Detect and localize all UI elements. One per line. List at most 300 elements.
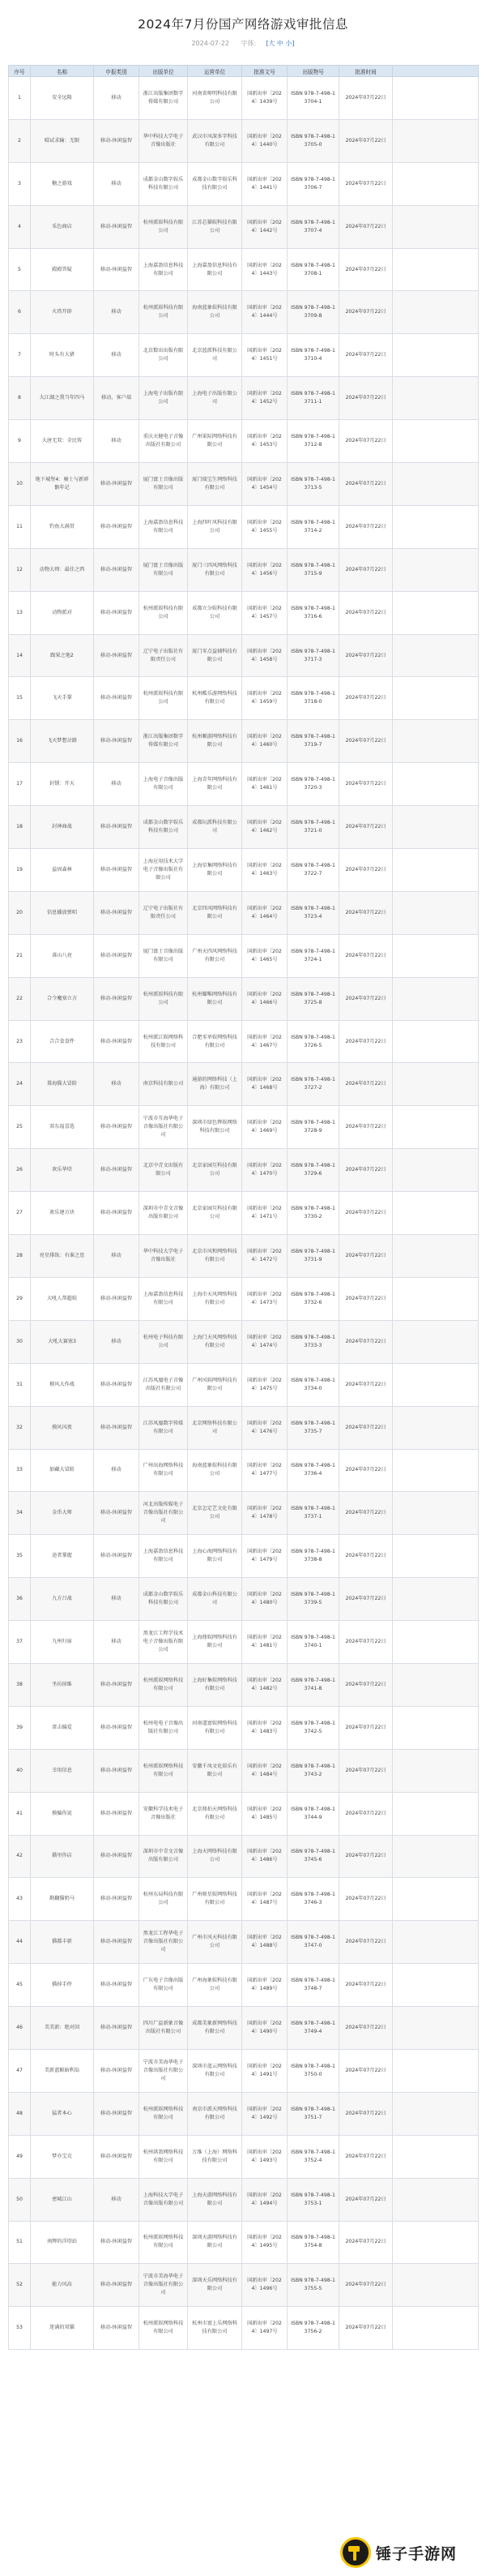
empty-cell — [393, 591, 479, 634]
isbn-cell: ISBN 978-7-498-13741-8 — [288, 1663, 339, 1706]
empty-cell — [393, 334, 479, 377]
isbn-cell: ISBN 978-7-498-13733-3 — [288, 1320, 339, 1363]
row-number-cell: 26 — [9, 1149, 31, 1192]
operator-cell: 北京怎定艺文化有限公司 — [188, 1492, 242, 1535]
empty-cell — [393, 1149, 479, 1192]
isbn-cell: ISBN 978-7-498-13731-9 — [288, 1235, 339, 1278]
operator-cell: 北京市风和网络科技有限公司 — [188, 1235, 242, 1278]
row-number-cell: 35 — [9, 1535, 31, 1578]
table-row — [9, 162, 479, 205]
approval-number-cell: 国新出审〔2024〕1475号 — [242, 1363, 288, 1406]
game-name-cell: 美美新：绝对回 — [31, 2007, 94, 2050]
empty-cell — [393, 1878, 479, 1921]
game-name-cell: 摸风大作战 — [31, 1363, 94, 1406]
operator-cell: 河南省师明科技有限公司 — [188, 77, 242, 120]
game-name-cell: 勘翻猫奶马 — [31, 1878, 94, 1921]
empty-cell — [393, 634, 479, 677]
category-cell: 移动-休闲益智 — [94, 1020, 139, 1063]
game-name-cell: 坐坊掉维 — [31, 1663, 94, 1706]
category-cell: 移动-休闲益智 — [94, 1878, 139, 1921]
category-cell: 移动-休闲益智 — [94, 2264, 139, 2307]
row-number-cell: 5 — [9, 248, 31, 291]
site-watermark — [340, 2535, 482, 2570]
game-name-cell: 南辉的洋塔站 — [31, 2221, 94, 2264]
category-cell: 移动 — [94, 1449, 139, 1492]
game-name-cell: 雷击偏爱 — [31, 1706, 94, 1749]
isbn-cell: ISBN 978-7-498-13735-7 — [288, 1406, 339, 1449]
category-cell: 移动-休闲益智 — [94, 119, 139, 162]
approval-number-cell: 国新出审〔2024〕1466号 — [242, 977, 288, 1020]
game-name-cell: 猫里你店 — [31, 1835, 94, 1878]
publisher-cell: 四川广益新象音像出版社有限公司 — [139, 2007, 188, 2050]
game-name-cell: 采色商店 — [31, 205, 94, 248]
approval-number-cell: 国新出审〔2024〕1464号 — [242, 891, 288, 934]
game-name-cell: 飞天手掌 — [31, 677, 94, 720]
publisher-cell: 厦门富士音像出版有限公司 — [139, 934, 188, 977]
row-number-cell: 42 — [9, 1835, 31, 1878]
isbn-cell: ISBN 978-7-498-13704-1 — [288, 77, 339, 120]
table-row — [9, 2049, 479, 2092]
table-row — [9, 977, 479, 1020]
isbn-cell: ISBN 978-7-498-13717-3 — [288, 634, 339, 677]
approval-date-cell: 2024年07月22日 — [339, 377, 393, 420]
table-row — [9, 1363, 479, 1406]
row-number-cell: 44 — [9, 1921, 31, 1964]
category-cell: 移动-休闲益智 — [94, 977, 139, 1020]
game-name-cell: 能力风高 — [31, 2264, 94, 2307]
approval-number-cell: 国新出审〔2024〕1493号 — [242, 2135, 288, 2178]
publisher-cell: 杭州派娱科技有限公司 — [139, 591, 188, 634]
isbn-cell: ISBN 978-7-498-13736-4 — [288, 1449, 339, 1492]
game-name-cell: 密城江山 — [31, 2178, 94, 2221]
approval-number-cell: 国新出审〔2024〕1440号 — [242, 119, 288, 162]
approval-number-cell: 国新出审〔2024〕1444号 — [242, 291, 288, 334]
approval-number-cell: 国新出审〔2024〕1483号 — [242, 1706, 288, 1749]
row-number-cell: 22 — [9, 977, 31, 1020]
row-number-cell: 24 — [9, 1063, 31, 1106]
publisher-cell: 华中科技大学电子音像出版社 — [139, 1235, 188, 1278]
operator-cell: 广州风娱网络科技有限公司 — [188, 1363, 242, 1406]
approval-date-cell: 2024年07月22日 — [339, 677, 393, 720]
approval-date-cell: 2024年07月22日 — [339, 1964, 393, 2007]
table-row — [9, 1149, 479, 1192]
table-row — [9, 2307, 479, 2350]
game-name-cell: 金币大师 — [31, 1492, 94, 1535]
category-cell: 移动-休闲益智 — [94, 2307, 139, 2350]
category-cell: 移动、客户端 — [94, 377, 139, 420]
publisher-cell: 深圳市中青文音像出版有限公司 — [139, 1192, 188, 1235]
operator-cell: 上海电子出版有限公司 — [188, 377, 242, 420]
approval-number-cell: 国新出审〔2024〕1468号 — [242, 1063, 288, 1106]
isbn-cell: ISBN 978-7-498-13738-8 — [288, 1535, 339, 1578]
approval-date-cell: 2024年07月22日 — [339, 1535, 393, 1578]
row-number-cell: 9 — [9, 420, 31, 463]
row-number-cell: 34 — [9, 1492, 31, 1535]
approval-date-cell: 2024年07月22日 — [339, 1706, 393, 1749]
empty-cell — [393, 2092, 479, 2135]
isbn-cell: ISBN 978-7-498-13710-4 — [288, 334, 339, 377]
category-cell: 移动 — [94, 1235, 139, 1278]
approval-number-cell: 国新出审〔2024〕1477号 — [242, 1449, 288, 1492]
isbn-cell: ISBN 978-7-498-13745-6 — [288, 1835, 339, 1878]
approval-number-cell: 国新出审〔2024〕1457号 — [242, 591, 288, 634]
article-meta — [0, 39, 486, 48]
row-number-cell: 52 — [9, 2264, 31, 2307]
empty-cell — [393, 2178, 479, 2221]
approval-number-cell: 国新出审〔2024〕1452号 — [242, 377, 288, 420]
operator-cell: 北京蓝派科技有限公司 — [188, 334, 242, 377]
category-cell: 移动-休闲益智 — [94, 677, 139, 720]
isbn-cell: ISBN 978-7-498-13711-1 — [288, 377, 339, 420]
publish-date: 2024-07-22 — [191, 40, 229, 47]
category-cell: 移动-休闲益智 — [94, 1835, 139, 1878]
publisher-cell: 广州出海网络科技有限公司 — [139, 1449, 188, 1492]
publisher-cell: 杭州派娱科技有限公司 — [139, 677, 188, 720]
table-row — [9, 248, 479, 291]
publisher-cell: 浙江出版集团数字传媒有限公司 — [139, 720, 188, 763]
empty-cell — [393, 1535, 479, 1578]
table-row — [9, 1706, 479, 1749]
font-label: 字体: — [241, 40, 257, 47]
isbn-cell: ISBN 978-7-498-13724-1 — [288, 934, 339, 977]
approval-date-cell: 2024年07月22日 — [339, 205, 393, 248]
isbn-cell: ISBN 978-7-498-13714-2 — [288, 505, 339, 548]
operator-cell: 厦门零点益辅科技有限公司 — [188, 634, 242, 677]
approval-date-cell: 2024年07月22日 — [339, 1878, 393, 1921]
publisher-cell: 上海嘉盈信息科技有限公司 — [139, 248, 188, 291]
operator-cell: 北京家园互科技有限公司 — [188, 1192, 242, 1235]
publisher-cell: 杭州派娱网络科技有限公司 — [139, 1663, 188, 1706]
category-cell: 移动 — [94, 1621, 139, 1664]
approval-number-cell: 国新出审〔2024〕1491号 — [242, 2049, 288, 2092]
row-number-cell: 53 — [9, 2307, 31, 2350]
approval-date-cell: 2024年07月22日 — [339, 1106, 393, 1149]
operator-cell: 广州海象娱科技有限公司 — [188, 1964, 242, 2007]
approval-number-cell: 国新出审〔2024〕1470号 — [242, 1149, 288, 1192]
approval-number-cell: 国新出审〔2024〕1474号 — [242, 1320, 288, 1363]
table-header-row — [9, 66, 479, 77]
approval-date-cell: 2024年07月22日 — [339, 1277, 393, 1320]
game-name-cell: 动物大师：最佳之西 — [31, 548, 94, 591]
game-name-cell: 动物派对 — [31, 591, 94, 634]
approval-date-cell: 2024年07月22日 — [339, 291, 393, 334]
operator-cell: 河南道富娱网络科技有限公司 — [188, 1706, 242, 1749]
operator-cell: 北京鼎拍天网络科技有限公司 — [188, 1792, 242, 1835]
empty-cell — [393, 1363, 479, 1406]
table-row — [9, 548, 479, 591]
game-name-cell: 安全远隆 — [31, 77, 94, 120]
approval-date-cell: 2024年07月22日 — [339, 548, 393, 591]
approval-number-cell: 国新出审〔2024〕1451号 — [242, 334, 288, 377]
approval-number-cell: 国新出审〔2024〕1497号 — [242, 2307, 288, 2350]
operator-cell: 上海青年网络科技有限公司 — [188, 763, 242, 806]
game-name-cell: 迷满的双猫 — [31, 2307, 94, 2350]
approval-date-cell: 2024年07月22日 — [339, 1235, 393, 1278]
operator-cell: 广州原星娱网络科技有限公司 — [188, 1878, 242, 1921]
operator-cell: 杭州酷乐游网络科技有限公司 — [188, 677, 242, 720]
operator-cell: 成都金山数字娱乐科技有限公司 — [188, 162, 242, 205]
approval-number-cell: 国新出审〔2024〕1463号 — [242, 849, 288, 892]
approval-date-cell: 2024年07月22日 — [339, 1020, 393, 1063]
operator-cell: 海南蓝象娱科技有限公司 — [188, 1449, 242, 1492]
watermark-text: 锤子手游网 — [376, 2544, 458, 2563]
game-name-cell: 殿殿答疑 — [31, 248, 94, 291]
approval-date-cell: 2024年07月22日 — [339, 2092, 393, 2135]
approval-number-cell: 国新出审〔2024〕1481号 — [242, 1621, 288, 1664]
operator-cell: 厦门瑞宝生网络科技有限公司 — [188, 463, 242, 506]
approval-date-cell: 2024年07月22日 — [339, 720, 393, 763]
table-row — [9, 1020, 479, 1063]
table-row — [9, 2007, 479, 2050]
operator-cell: 上海四叶风科技有限公司 — [188, 505, 242, 548]
isbn-cell: ISBN 978-7-498-13740-1 — [288, 1621, 339, 1664]
approval-number-cell: 国新出审〔2024〕1495号 — [242, 2221, 288, 2264]
isbn-cell: ISBN 978-7-498-13722-7 — [288, 849, 339, 892]
publisher-cell: 深圳市中青文音像出版有限公司 — [139, 1835, 188, 1878]
table-row — [9, 2264, 479, 2307]
game-name-cell: 益固森林 — [31, 849, 94, 892]
isbn-cell: ISBN 978-7-498-13728-9 — [288, 1106, 339, 1149]
table-row — [9, 2178, 479, 2221]
row-number-cell: 40 — [9, 1749, 31, 1792]
publisher-cell: 杭州派江娱网络科技有限公司 — [139, 1020, 188, 1063]
game-name-cell: 幕海猫大冒险 — [31, 1063, 94, 1106]
publisher-cell: 成都金山数字娱乐科技有限公司 — [139, 162, 188, 205]
category-cell: 移动-休闲益智 — [94, 891, 139, 934]
approval-table-container — [8, 65, 478, 2350]
operator-cell: 安徽千凤文化娱乐有限公司 — [188, 1749, 242, 1792]
publisher-cell: 上海电子出版有限公司 — [139, 377, 188, 420]
table-row — [9, 806, 479, 849]
isbn-cell: ISBN 978-7-498-13751-7 — [288, 2092, 339, 2135]
row-number-cell: 15 — [9, 677, 31, 720]
publisher-cell: 上海嘉盈信息科技有限公司 — [139, 1535, 188, 1578]
approval-date-cell: 2024年07月22日 — [339, 934, 393, 977]
table-row — [9, 2092, 479, 2135]
approval-number-cell: 国新出审〔2024〕1462号 — [242, 806, 288, 849]
isbn-cell: ISBN 978-7-498-13755-5 — [288, 2264, 339, 2307]
publisher-cell: 上海科技大学电子音像出版有限公司 — [139, 2178, 188, 2221]
table-row — [9, 677, 479, 720]
approval-number-cell: 国新出审〔2024〕1489号 — [242, 1964, 288, 2007]
category-cell: 移动-休闲益智 — [94, 1749, 139, 1792]
row-number-cell: 37 — [9, 1621, 31, 1664]
row-number-cell: 51 — [9, 2221, 31, 2264]
row-number-cell: 39 — [9, 1706, 31, 1749]
empty-cell — [393, 806, 479, 849]
table-row — [9, 420, 479, 463]
approval-date-cell: 2024年07月22日 — [339, 463, 393, 506]
operator-cell: 深圳天乐网络科技有限公司 — [188, 2264, 242, 2307]
empty-cell — [393, 1964, 479, 2007]
approval-number-cell: 国新出审〔2024〕1486号 — [242, 1835, 288, 1878]
table-row — [9, 1235, 479, 1278]
publisher-cell: 成都金山数字娱乐科技有限公司 — [139, 1578, 188, 1621]
publisher-cell: 杭州派娱科技有限公司 — [139, 977, 188, 1020]
publisher-cell: 黑龙江工程华电子音像出版社有限公司 — [139, 1921, 188, 1964]
font-size-switcher[interactable]: [大 中 小] — [266, 40, 295, 47]
empty-cell — [393, 1063, 479, 1106]
approval-number-cell: 国新出审〔2024〕1487号 — [242, 1878, 288, 1921]
row-number-cell: 33 — [9, 1449, 31, 1492]
approval-date-cell: 2024年07月22日 — [339, 2264, 393, 2307]
operator-cell: 广州果际网络科技有限公司 — [188, 420, 242, 463]
column-header: 批准文号 — [242, 66, 288, 77]
approval-number-cell: 国新出审〔2024〕1461号 — [242, 763, 288, 806]
operator-cell: 成都美象新网络科技有限公司 — [188, 2007, 242, 2050]
operator-cell: 杭州耀唯网络科技有限公司 — [188, 977, 242, 1020]
operator-cell: 成都玩派科技有限公司 — [188, 806, 242, 849]
row-number-cell: 19 — [9, 849, 31, 892]
approval-date-cell: 2024年07月22日 — [339, 1749, 393, 1792]
column-header: 批准时间 — [339, 66, 393, 77]
approval-date-cell: 2024年07月22日 — [339, 1792, 393, 1835]
table-row — [9, 1106, 479, 1149]
approval-date-cell: 2024年07月22日 — [339, 1320, 393, 1363]
empty-cell — [393, 1192, 479, 1235]
isbn-cell: ISBN 978-7-498-13713-5 — [288, 463, 339, 506]
empty-cell — [393, 77, 479, 120]
game-name-cell: 猫都丰新 — [31, 1921, 94, 1964]
game-name-cell: 九州归宿 — [31, 1621, 94, 1664]
isbn-cell: ISBN 978-7-498-13747-0 — [288, 1921, 339, 1964]
isbn-cell: ISBN 978-7-498-13719-7 — [288, 720, 339, 763]
operator-cell: 合肥零单娱网络科技有限公司 — [188, 1020, 242, 1063]
isbn-cell: ISBN 978-7-498-13732-6 — [288, 1277, 339, 1320]
approval-date-cell: 2024年07月22日 — [339, 2307, 393, 2350]
approval-number-cell: 国新出审〔2024〕1478号 — [242, 1492, 288, 1535]
approval-number-cell: 国新出审〔2024〕1494号 — [242, 2178, 288, 2221]
isbn-cell: ISBN 978-7-498-13716-6 — [288, 591, 339, 634]
row-number-cell: 43 — [9, 1878, 31, 1921]
isbn-cell: ISBN 978-7-498-13727-2 — [288, 1063, 339, 1106]
table-row — [9, 2221, 479, 2264]
approval-number-cell: 国新出审〔2024〕1485号 — [242, 1792, 288, 1835]
table-row — [9, 505, 479, 548]
isbn-cell: ISBN 978-7-498-13752-4 — [288, 2135, 339, 2178]
publisher-cell: 北京中青文出版有限公司 — [139, 1149, 188, 1192]
publisher-cell: 成都金山数字娱乐科技有限公司 — [139, 806, 188, 849]
category-cell: 移动-休闲益智 — [94, 2049, 139, 2092]
table-row — [9, 77, 479, 120]
game-name-cell: 晴试求输：无限 — [31, 119, 94, 162]
operator-cell: 杭州顺游网络科技有限公司 — [188, 720, 242, 763]
category-cell: 移动-休闲益智 — [94, 1921, 139, 1964]
empty-cell — [393, 2307, 479, 2350]
empty-cell — [393, 1792, 479, 1835]
row-number-cell: 31 — [9, 1363, 31, 1406]
operator-cell: 上海嘉盈信息科技有限公司 — [188, 248, 242, 291]
empty-cell — [393, 1578, 479, 1621]
approval-number-cell: 国新出审〔2024〕1439号 — [242, 77, 288, 120]
isbn-cell: ISBN 978-7-498-13746-3 — [288, 1878, 339, 1921]
publisher-cell: 江苏凤凰电子音像出版社有限公司 — [139, 1363, 188, 1406]
empty-cell — [393, 2049, 479, 2092]
isbn-cell: ISBN 978-7-498-13750-0 — [288, 2049, 339, 2092]
row-number-cell: 4 — [9, 205, 31, 248]
approval-date-cell: 2024年07月22日 — [339, 1835, 393, 1878]
column-header: 出版物号 — [288, 66, 339, 77]
category-cell: 移动 — [94, 1063, 139, 1106]
approval-date-cell: 2024年07月22日 — [339, 1921, 393, 1964]
publisher-cell: 杭州洪盈网络科技有限公司 — [139, 2135, 188, 2178]
game-name-cell: 飞天梦想岔路 — [31, 720, 94, 763]
publisher-cell: 厦门富士音像出版有限公司 — [139, 463, 188, 506]
publisher-cell: 河北出版传媒电子音像出版社有限公司 — [139, 1492, 188, 1535]
empty-cell — [393, 1449, 479, 1492]
operator-cell: 广州天四风网络科技有限公司 — [188, 934, 242, 977]
approval-number-cell: 国新出审〔2024〕1469号 — [242, 1106, 288, 1149]
approval-date-cell: 2024年07月22日 — [339, 1621, 393, 1664]
table-row — [9, 2135, 479, 2178]
table-row — [9, 1578, 479, 1621]
category-cell: 移动 — [94, 1320, 139, 1363]
approval-number-cell: 国新出审〔2024〕1443号 — [242, 248, 288, 291]
table-row — [9, 205, 479, 248]
category-cell: 移动-休闲益智 — [94, 849, 139, 892]
approval-date-cell: 2024年07月22日 — [339, 634, 393, 677]
publisher-cell: 上海嘉盈信息科技有限公司 — [139, 505, 188, 548]
category-cell: 移动-休闲益智 — [94, 934, 139, 977]
table-row — [9, 334, 479, 377]
row-number-cell: 6 — [9, 291, 31, 334]
game-name-cell: 火塔开辟 — [31, 291, 94, 334]
row-number-cell: 38 — [9, 1663, 31, 1706]
isbn-cell: ISBN 978-7-498-13706-7 — [288, 162, 339, 205]
category-cell: 移动-休闲益智 — [94, 505, 139, 548]
publisher-cell: 南京科技有限公司 — [139, 1063, 188, 1106]
category-cell: 移动-休闲益智 — [94, 806, 139, 849]
empty-cell — [393, 849, 479, 892]
operator-cell: 上海天网络科技有限公司 — [188, 1835, 242, 1878]
table-row — [9, 1320, 479, 1363]
empty-cell — [393, 2264, 479, 2307]
empty-cell — [393, 1106, 479, 1149]
category-cell: 移动-休闲益智 — [94, 1192, 139, 1235]
approval-date-cell: 2024年07月22日 — [339, 119, 393, 162]
empty-cell — [393, 420, 479, 463]
game-name-cell: 落山八亮 — [31, 934, 94, 977]
game-name-cell: 糖之游戏 — [31, 162, 94, 205]
row-number-cell: 10 — [9, 463, 31, 506]
table-row — [9, 1406, 479, 1449]
publisher-cell: 厦门富士音像出版有限公司 — [139, 548, 188, 591]
empty-cell — [393, 248, 479, 291]
category-cell: 移动-休闲益智 — [94, 2135, 139, 2178]
operator-cell: 海南蓝象娱科技有限公司 — [188, 291, 242, 334]
isbn-cell: ISBN 978-7-498-13730-2 — [288, 1192, 339, 1235]
table-row — [9, 591, 479, 634]
empty-cell — [393, 1749, 479, 1792]
approval-number-cell: 国新出审〔2024〕1476号 — [242, 1406, 288, 1449]
publisher-cell: 辽宁电子出版社有限责任公司 — [139, 891, 188, 934]
empty-cell — [393, 377, 479, 420]
approval-number-cell: 国新出审〔2024〕1472号 — [242, 1235, 288, 1278]
category-cell: 移动-休闲益智 — [94, 1535, 139, 1578]
category-cell: 移动-休闲益智 — [94, 1792, 139, 1835]
publisher-cell: 华中科技大学电子音像出版社 — [139, 119, 188, 162]
approval-date-cell: 2024年07月22日 — [339, 2135, 393, 2178]
approval-number-cell: 国新出审〔2024〕1484号 — [242, 1749, 288, 1792]
category-cell: 移动-休闲益智 — [94, 1706, 139, 1749]
isbn-cell: ISBN 978-7-498-13744-9 — [288, 1792, 339, 1835]
isbn-cell: ISBN 978-7-498-13742-5 — [288, 1706, 339, 1749]
publisher-cell: 黑龙江工程学技术电子音像出版有限公司 — [139, 1621, 188, 1664]
approval-date-cell: 2024年07月22日 — [339, 420, 393, 463]
publisher-cell: 北京数出出版有限公司 — [139, 334, 188, 377]
operator-cell: 北京家园互科技有限公司 — [188, 1149, 242, 1192]
row-number-cell: 3 — [9, 162, 31, 205]
